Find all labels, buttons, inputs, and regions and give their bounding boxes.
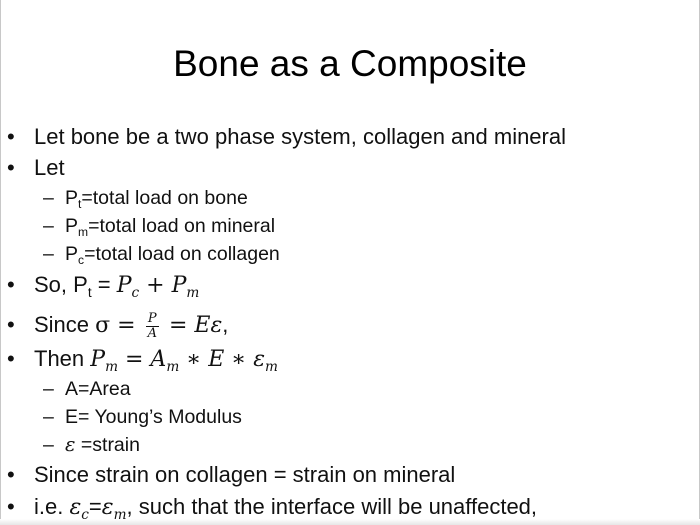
- math-operator: =: [162, 313, 195, 338]
- math-subscript: m: [105, 358, 118, 375]
- equation-pc-pm: [116, 273, 200, 301]
- text-prefix: Since: [34, 312, 96, 337]
- dash-icon: –: [43, 378, 54, 400]
- math-symbol: P: [171, 273, 187, 298]
- fraction-numerator: P: [146, 312, 159, 327]
- math-operator: =: [118, 347, 151, 372]
- definition: =strain: [75, 434, 140, 456]
- bullet-icon: •: [7, 124, 15, 149]
- bullet-ie-interface: [7, 492, 538, 523]
- math-subscript: c: [81, 506, 89, 523]
- symbol-subscript: m: [78, 225, 89, 240]
- math-operator: ∗: [179, 347, 209, 372]
- bullet-icon: •: [7, 155, 15, 180]
- bullet-text: Let bone be a two phase system, collagen and mineral: [34, 124, 566, 149]
- math-symbol: σ: [95, 313, 111, 338]
- equation-stress: [95, 310, 223, 341]
- math-symbol: ε: [69, 495, 82, 520]
- math-symbol: ε: [253, 347, 266, 372]
- symbol-subscript: c: [78, 253, 85, 268]
- subitem-youngs-modulus: [43, 404, 242, 430]
- equation-pm: [90, 347, 278, 375]
- text-tail: ,: [222, 312, 229, 337]
- symbol-subscript: t: [78, 197, 82, 212]
- math-subscript: m: [113, 506, 127, 523]
- bullet-icon: •: [7, 462, 15, 487]
- text-prefix: i.e.: [34, 494, 70, 519]
- math-subscript: m: [265, 358, 278, 375]
- math-subscript: m: [166, 358, 180, 375]
- bullet-since-sigma: [7, 310, 229, 341]
- dash-icon: –: [43, 406, 54, 428]
- definition: =total load on mineral: [88, 215, 276, 237]
- bullet-text: Let: [34, 155, 65, 180]
- bullet-so-pt: [7, 270, 200, 301]
- math-symbol: P: [90, 347, 106, 372]
- math-operator: ∗: [224, 347, 254, 372]
- bullet-text: Since strain on collagen = strain on mineral: [34, 462, 456, 487]
- text-prefix: So, P: [34, 272, 88, 297]
- definition: =total load on collagen: [84, 243, 280, 265]
- bullet-two-phase: [7, 122, 566, 152]
- slide-title: Bone as a Composite: [173, 43, 527, 84]
- bullet-icon: •: [7, 272, 15, 297]
- dash-icon: –: [43, 434, 54, 456]
- subitem-pm: [43, 213, 276, 240]
- fraction-p-over-a: [146, 312, 159, 341]
- subitem-strain: [43, 432, 140, 458]
- math-subscript: c: [131, 284, 140, 301]
- subitem-pc: [43, 241, 280, 268]
- math-symbol: ε: [101, 495, 114, 520]
- bullet-icon: •: [7, 312, 15, 337]
- math-symbol: E: [208, 347, 225, 372]
- subitem-area: [43, 376, 131, 402]
- text-tail: , such that the interface will be unaffected,: [126, 494, 538, 519]
- symbol: P: [65, 187, 79, 209]
- definition: E= Young’s Modulus: [65, 406, 242, 428]
- math-symbol: E: [194, 313, 211, 338]
- dash-icon: –: [43, 215, 54, 237]
- math-operator: +: [139, 273, 172, 298]
- math-operator: =: [110, 313, 143, 338]
- bullet-then-pm: [7, 344, 278, 375]
- math-symbol: P: [116, 273, 132, 298]
- definition: A=Area: [65, 378, 131, 400]
- symbol: P: [65, 215, 79, 237]
- subitem-pt: [43, 185, 248, 212]
- symbol: P: [65, 243, 79, 265]
- bullet-icon: •: [7, 346, 15, 371]
- equals: =: [88, 494, 102, 519]
- equals: =: [91, 272, 117, 297]
- subscript: t: [87, 284, 92, 300]
- math-symbol: ε: [65, 433, 76, 456]
- fraction-denominator: A: [147, 325, 157, 341]
- math-symbol: ε: [210, 313, 223, 338]
- math-subscript: m: [186, 284, 200, 301]
- math-symbol: A: [150, 347, 167, 372]
- bullet-icon: •: [7, 494, 15, 519]
- bullet-strain-equal: [7, 460, 456, 490]
- text-prefix: Then: [34, 346, 91, 371]
- dash-icon: –: [43, 187, 54, 209]
- bullet-let: [7, 153, 65, 183]
- dash-icon: –: [43, 243, 54, 265]
- definition: =total load on bone: [81, 187, 248, 209]
